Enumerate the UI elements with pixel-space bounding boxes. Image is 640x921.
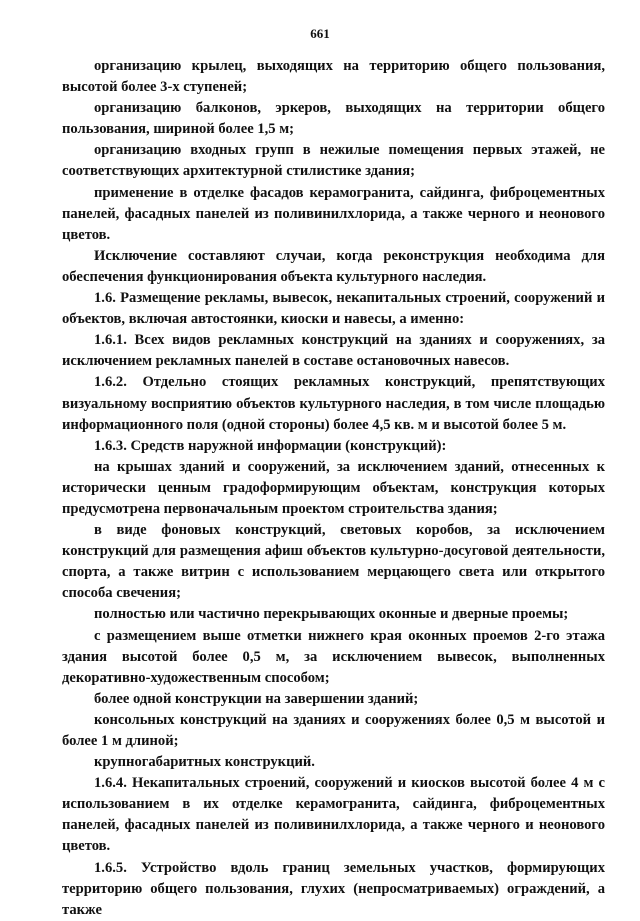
paragraph: на крышах зданий и сооружений, за исключением зданий, отнесенных к исторически ценным градоформирующим объектам, конструкция которых предусмотрена первоначальным проектом строительства здания; [62, 458, 605, 517]
document-body [62, 56, 605, 921]
paragraph: 1.6.5. Устройство вдоль границ земельных участков, формирующих территорию общего пользования, глухих (непросматриваемых) ограждений, а также [62, 859, 605, 918]
paragraph: крупногабаритных конструкций. [94, 754, 315, 771]
paragraph: 1.6. Размещение рекламы, вывесок, некапитальных строений, сооружений и объектов, включая автостоянки, киоски и навесы, а именно: [62, 290, 605, 328]
paragraph: консольных конструкций на зданиях и сооружениях более 0,5 м высотой и более 1 м длиной; [62, 711, 605, 749]
paragraph: 1.6.4. Некапитальных строений, сооружений и киосков высотой более 4 м с использованием в их отделке керамогранита, сайдинга, фиброцементных панелей, фасадных панелей из поливинилхлорида, а также черного и неонового цветов. [62, 775, 605, 855]
paragraph: организацию балконов, эркеров, выходящих на территории общего пользования, шириной более 1,5 м; [62, 100, 605, 138]
paragraph: организацию входных групп в нежилые помещения первых этажей, не соответствующих архитектурной стилистике здания; [62, 142, 605, 180]
paragraph: более одной конструкции на завершении зданий; [94, 690, 419, 707]
paragraph: применение в отделке фасадов керамогранита, сайдинга, фиброцементных панелей, фасадных панелей из поливинилхлорида, а также черного и неонового цветов. [62, 184, 605, 243]
paragraph: 1.6.1. Всех видов рекламных конструкций на зданиях и сооружениях, за исключением рекламных панелей в составе остановочных навесов. [62, 332, 605, 370]
paragraph: с размещением выше отметки нижнего края оконных проемов 2-го этажа здания высотой более 0,5 м, за исключением вывесок, выполненных декоративно-художественным способом; [62, 627, 605, 686]
paragraph: 1.6.3. Средств наружной информации (конструкций): [94, 437, 447, 454]
paragraph: Исключение составляют случаи, когда реконструкция необходима для обеспечения функционирования объекта культурного наследия. [62, 247, 605, 285]
paragraph: в виде фоновых конструкций, световых коробов, за исключением конструкций для размещения афиш объектов культурно-досуговой деятельности, спорта, а также витрин с использованием мерцающего света или открытого способа свечения; [62, 522, 605, 602]
paragraph: организацию крылец, выходящих на территорию общего пользования, высотой более 3-х ступеней; [62, 58, 605, 96]
page-number: 661 [310, 26, 330, 41]
paragraph: 1.6.2. Отдельно стоящих рекламных конструкций, препятствующих визуальному восприятию объектов культурного наследия, в том числе площадью информационного поля (одной стороны) более 4,5 кв. м и высотой более 5 м. [62, 374, 605, 433]
paragraph: полностью или частично перекрывающих оконные и дверные проемы; [94, 606, 569, 623]
